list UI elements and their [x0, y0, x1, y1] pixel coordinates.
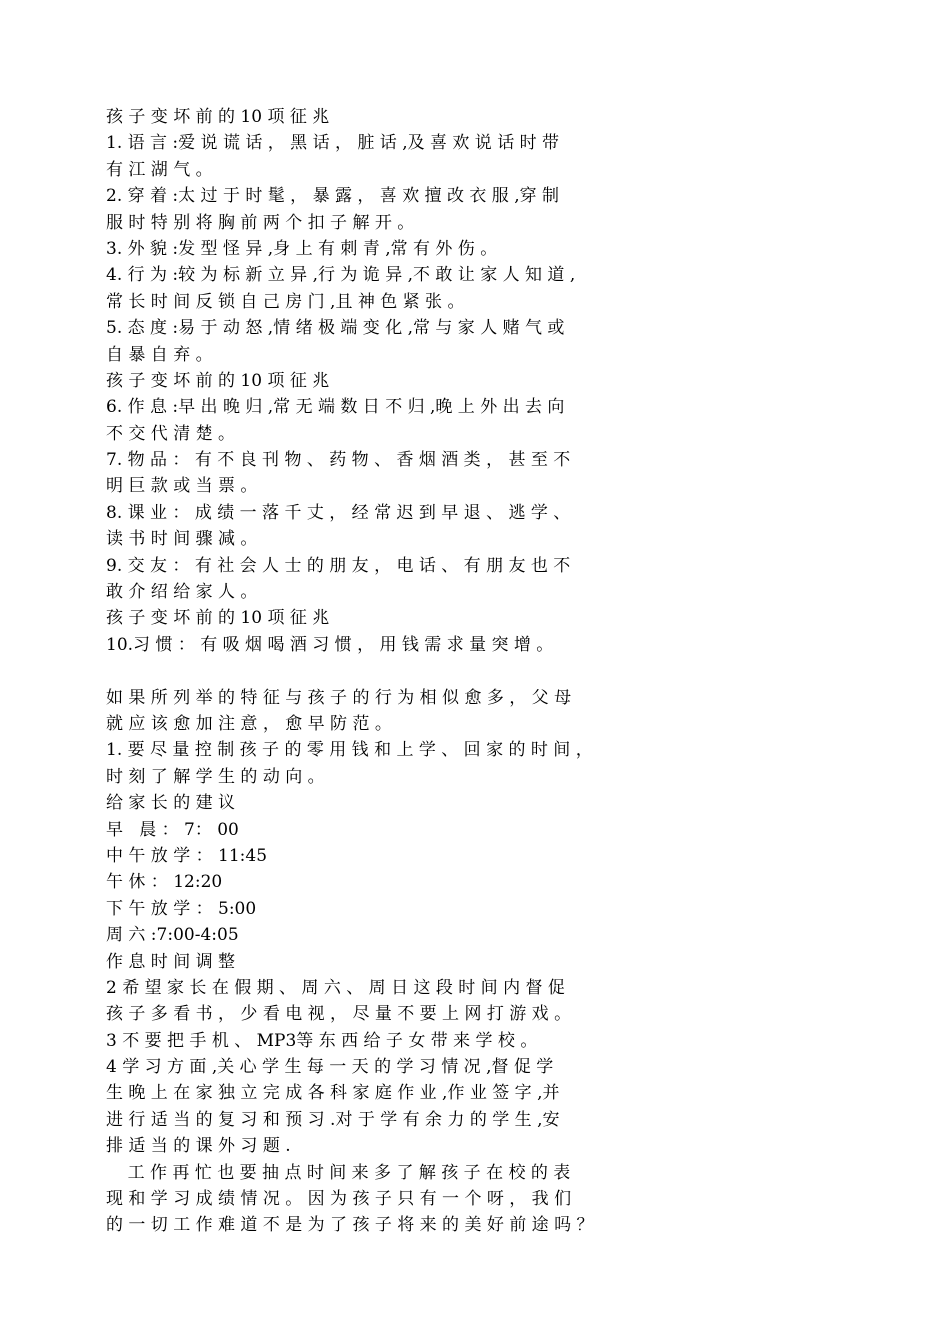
text-line: 明 巨 款 或 当 票 。	[106, 476, 258, 497]
text-line: 如 果 所 列 举 的 特 征 与 孩 子 的 行 为 相 似 愈 多 ， 父 母	[106, 687, 572, 708]
blank-line	[106, 658, 846, 684]
schedule-adjustment-label: 作 息 时 间 调 整	[106, 951, 236, 972]
text-line: 读 书 时 间 骤 减 。	[106, 529, 258, 550]
text-line: 就 应 该 愈 加 注 意 ， 愈 早 防 范 。	[106, 713, 392, 734]
text-line: 敢 介 绍 给 家 人 。	[106, 582, 258, 603]
text-line: 9. 交 友 ： 有 社 会 人 士 的 朋 友 ， 电 话 、 有 朋 友 也 不	[106, 555, 571, 576]
heading-parent-advice: 给 家 长 的 建 议	[106, 793, 236, 814]
text-line: 10.习 惯 ： 有 吸 烟 喝 酒 习 惯 ， 用 钱 需 求 量 突 增 。	[106, 634, 554, 655]
heading-warning-signs: 孩 子 变 坏 前 的 10 项 征 兆	[106, 370, 330, 391]
text-line: 生 晚 上 在 家 独 立 完 成 各 科 家 庭 作 业 ,作 业 签 字 ,并	[106, 1083, 560, 1104]
text-line: 1. 语 言 :爱 说 谎 话 ， 黑 话 ， 脏 话 ,及 喜 欢 说 话 时 带	[106, 133, 560, 154]
text-line: 4 学 习 方 面 ,关 心 学 生 每 一 天 的 学 习 情 况 ,督 促 学	[106, 1057, 554, 1078]
document-body	[106, 104, 846, 1239]
text-line: 孩 子 多 看 书 ， 少 看 电 视 ， 尽 量 不 要 上 网 打 游 戏 。	[106, 1004, 572, 1025]
text-line: 3. 外 貌 :发 型 怪 异 ,身 上 有 刺 青 ,常 有 外 伤 。	[106, 238, 498, 259]
text-line: 时 刻 了 解 学 生 的 动 向 。	[106, 766, 325, 787]
schedule-noon-dismissal: 中 午 放 学 ： 11:45	[106, 845, 268, 866]
schedule-noon-rest: 午 休 ： 12:20	[106, 872, 223, 893]
text-line: 有 江 湖 气 。	[106, 159, 213, 180]
text-line: 6. 作 息 :早 出 晚 归 ,常 无 端 数 日 不 归 ,晚 上 外 出 去 向	[106, 397, 565, 418]
text-line: 现 和 学 习 成 绩 情 况 。 因 为 孩 子 只 有 一 个 呀 ， 我 们	[106, 1189, 572, 1210]
text-line: 进 行 适 当 的 复 习 和 预 习 .对 于 学 有 余 力 的 学 生 ,安	[106, 1109, 560, 1130]
text-line: 1. 要 尽 量 控 制 孩 子 的 零 用 钱 和 上 学 、 回 家 的 时 间 ，	[106, 740, 593, 761]
text-line: 自 暴 自 弃 。	[106, 344, 213, 365]
text-line: 3 不 要 把 手 机 、 MP3等 东 西 给 子 女 带 来 学 校 。	[106, 1030, 538, 1051]
text-line: 2 希 望 家 长 在 假 期 、 周 六 、 周 日 这 段 时 间 内 督 促	[106, 977, 565, 998]
heading-warning-signs: 孩 子 变 坏 前 的 10 项 征 兆	[106, 608, 330, 629]
text-line: 排 适 当 的 课 外 习 题 .	[106, 1136, 291, 1157]
text-line: 的 一 切 工 作 难 道 不 是 为 了 孩 子 将 来 的 美 好 前 途 吗 ？	[106, 1215, 594, 1236]
text-line: 常 长 时 间 反 锁 自 己 房 门 ,且 神 色 紧 张 。	[106, 291, 465, 312]
text-line: 4. 行 为 :较 为 标 新 立 异 ,行 为 诡 异 ,不 敢 让 家 人 知 道 ,	[106, 265, 576, 286]
text-line: 8. 课 业 ： 成 绩 一 落 千 丈 ， 经 常 迟 到 早 退 、 逃 学 、	[106, 502, 571, 523]
schedule-saturday: 周 六 :7:00-4:05	[106, 925, 239, 946]
schedule-afternoon-dismissal: 下 午 放 学 ： 5:00	[106, 898, 257, 919]
schedule-morning: 早 晨 ： 7： 00	[106, 819, 239, 840]
heading-warning-signs: 孩 子 变 坏 前 的 10 项 征 兆	[106, 107, 330, 127]
text-line: 服 时 特 别 将 胸 前 两 个 扣 子 解 开 。	[106, 212, 415, 233]
text-line: 工 作 再 忙 也 要 抽 点 时 间 来 多 了 解 孩 子 在 校 的 表	[106, 1162, 571, 1183]
text-line: 2. 穿 着 :太 过 于 时 髦 ， 暴 露 ， 喜 欢 擅 改 衣 服 ,穿 制	[106, 186, 560, 207]
text-line: 5. 态 度 :易 于 动 怒 ,情 绪 极 端 变 化 ,常 与 家 人 赌 气 或	[106, 318, 565, 339]
text-line: 不 交 代 清 楚 。	[106, 423, 236, 444]
text-line: 7. 物 品 ： 有 不 良 刊 物 、 药 物 、 香 烟 酒 类 ， 甚 至 不	[106, 450, 571, 471]
